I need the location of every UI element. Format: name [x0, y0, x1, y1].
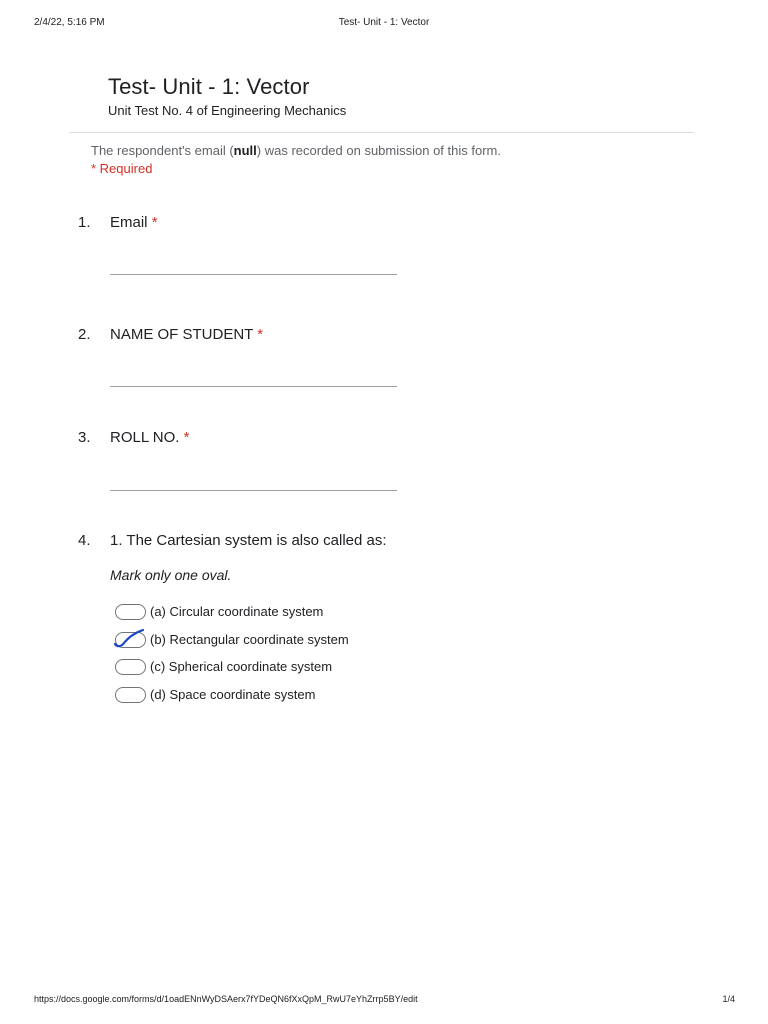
question-3-label	[110, 429, 189, 446]
radio-oval[interactable]	[115, 687, 146, 703]
form-description: Unit Test No. 4 of Engineering Mechanics	[108, 103, 347, 118]
question-4-hint: Mark only one oval.	[110, 567, 232, 583]
question-4-label: 1. The Cartesian system is also called as:	[110, 532, 387, 549]
form-title: Test- Unit - 1: Vector	[108, 74, 310, 99]
question-2-text: NAME OF STUDENT	[110, 326, 254, 343]
option-c[interactable]	[115, 658, 415, 676]
header-divider	[69, 132, 694, 133]
question-2-number: 2.	[78, 326, 91, 343]
question-2-label	[110, 326, 263, 343]
email-recorded-note	[91, 143, 501, 158]
email-note-suffix: ) was recorded on submission of this form.	[256, 143, 501, 158]
required-note: * Required	[91, 161, 153, 176]
option-a-label: (a) Circular coordinate system	[150, 604, 324, 619]
required-asterisk: *	[183, 429, 190, 446]
required-asterisk: *	[151, 214, 158, 231]
email-note-prefix: The respondent's email (	[91, 143, 234, 158]
question-1-label	[110, 214, 158, 231]
radio-oval[interactable]	[115, 604, 146, 620]
student-name-answer-field[interactable]	[110, 386, 397, 387]
roll-no-answer-field[interactable]	[110, 490, 397, 491]
option-b[interactable]	[115, 631, 415, 649]
question-1-number: 1.	[78, 214, 91, 231]
question-3-text: ROLL NO.	[110, 429, 180, 446]
question-1-text: Email	[110, 214, 148, 231]
option-a[interactable]	[115, 603, 415, 621]
print-date: 2/4/22, 5:16 PM	[34, 17, 105, 28]
question-4-number: 4.	[78, 532, 91, 549]
option-c-label: (c) Spherical coordinate system	[150, 659, 333, 674]
email-note-value: null	[233, 143, 257, 158]
email-answer-field[interactable]	[110, 274, 397, 275]
option-d[interactable]	[115, 686, 415, 704]
question-3-number: 3.	[78, 429, 91, 446]
checkmark-icon	[111, 625, 151, 653]
print-header	[0, 17, 768, 31]
option-d-label: (d) Space coordinate system	[150, 687, 316, 702]
print-page-number: 1/4	[722, 994, 735, 1004]
print-page-title: Test- Unit - 1: Vector	[338, 17, 430, 28]
print-footer	[0, 994, 768, 1008]
print-url: https://docs.google.com/forms/d/1oadENnWyDSAerx7fYDeQN6fXxQpM_RwU7eYhZrrp5BY/edit	[34, 994, 418, 1004]
radio-oval[interactable]	[115, 659, 146, 675]
required-asterisk: *	[257, 326, 264, 343]
option-b-label: (b) Rectangular coordinate system	[150, 632, 349, 647]
